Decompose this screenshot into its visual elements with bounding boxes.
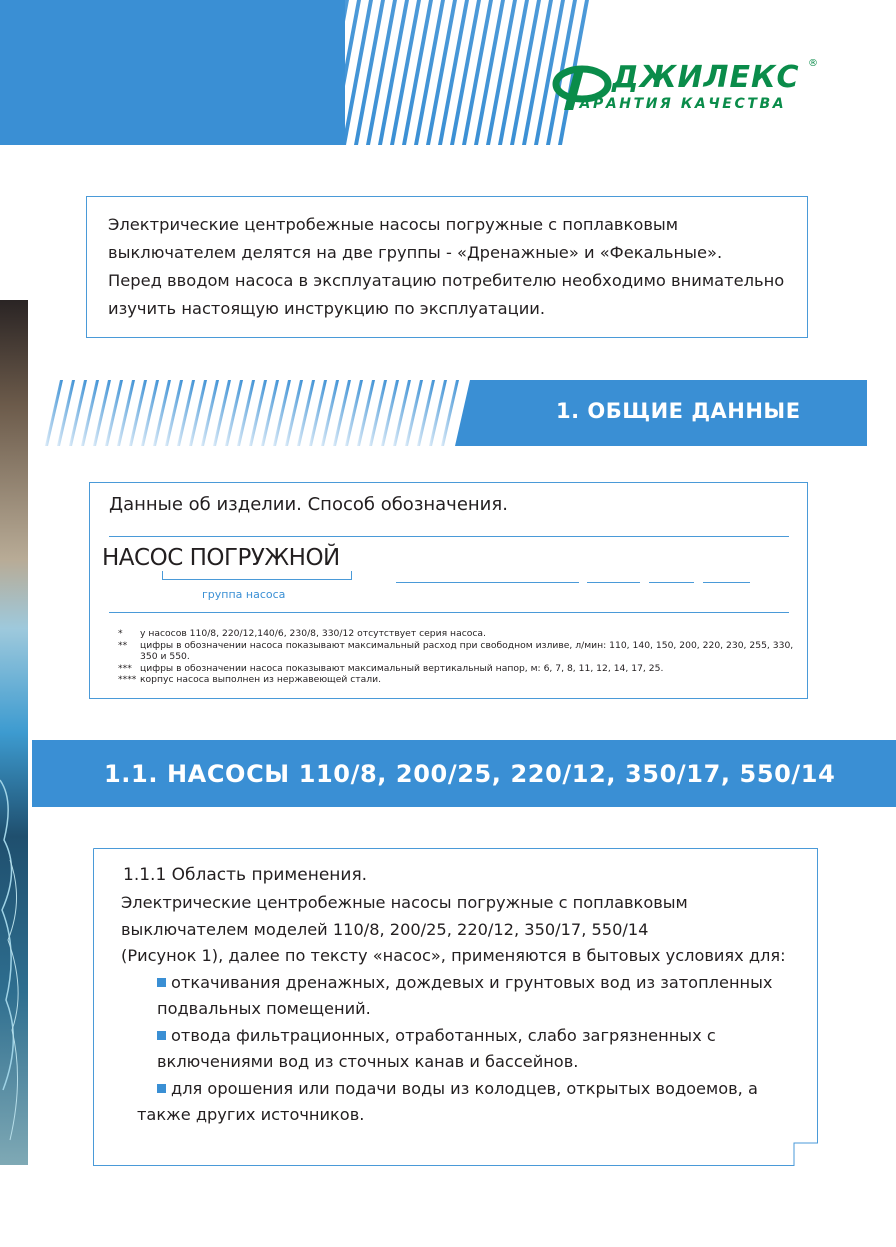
- bullet-continuation: включениями вод из сточных канав и бассейнов.: [157, 1052, 579, 1071]
- application-line: (Рисунок 1), далее по тексту «насос», применяются в бытовых условиях для:: [121, 946, 786, 965]
- brand-name: ДЖИЛЕКС: [612, 60, 800, 95]
- designation-slot: [396, 576, 579, 583]
- footnote: ** цифры в обозначении насоса показывают максимальный расход при свободном изливе, л/мин: 110, 140, 150, 200, 220, 230, 255, 330, 350 и 550.: [118, 639, 794, 662]
- section-stripes: [40, 380, 510, 446]
- designation-slot: [649, 576, 694, 583]
- application-heading: 1.1.1 Область применения.: [123, 865, 368, 885]
- footnote: **** корпус насоса выполнен из нержавеющей стали.: [118, 674, 382, 685]
- designation-label: НАСОС ПОГРУЖНОЙ: [102, 545, 340, 571]
- bullet-item: откачивания дренажных, дождевых и грунтовых вод из затопленных: [121, 970, 801, 997]
- intro-line: выключателем делятся на две группы - «Дренажные» и «Фекальные».: [108, 243, 723, 262]
- bullet-square-icon: [157, 1031, 166, 1040]
- footnotes: [118, 628, 798, 686]
- intro-line: Перед вводом насоса в эксплуатацию потребителю необходимо внимательно: [108, 271, 785, 290]
- divider: [109, 612, 789, 613]
- footnote: *** цифры в обозначении насоса показывают максимальный вертикальный напор, м: 6, 7, 8, 11, 12, 14, 17, 25.: [118, 662, 664, 674]
- designation-heading: Данные об изделии. Способ обозначения.: [109, 494, 508, 515]
- subsection-title: 1.1. НАСОСЫ 110/8, 200/25, 220/12, 350/17, 550/14: [104, 760, 836, 788]
- brand-tagline: ГАРАНТИЯ КАЧЕСТВА: [568, 96, 787, 112]
- intro-text: [108, 211, 798, 323]
- group-bracket: [162, 571, 352, 580]
- designation-slot: [703, 576, 750, 583]
- bullet-item: для орошения или подачи воды из колодцев, открытых водоемов, а: [121, 1076, 801, 1103]
- application-line: выключателем моделей 110/8, 200/25, 220/12, 350/17, 550/14: [121, 919, 649, 939]
- application-body: [121, 890, 801, 1129]
- designation-slot: [587, 576, 640, 583]
- bullet-square-icon: [157, 1084, 166, 1093]
- application-line: Электрические центробежные насосы погружные с поплавковым: [121, 893, 688, 912]
- bullet-continuation: подвальных помещений.: [157, 999, 371, 1018]
- bullet-square-icon: [157, 978, 166, 987]
- intro-line: Электрические центробежные насосы погружные с поплавковым: [108, 215, 679, 234]
- registered-mark: ®: [808, 58, 818, 69]
- group-label: группа насоса: [202, 588, 286, 601]
- header-band: [0, 0, 345, 145]
- bullet-item: отвода фильтрационных, отработанных, слабо загрязненных с: [121, 1023, 801, 1050]
- intro-line: изучить настоящую инструкцию по эксплуатации.: [108, 299, 546, 318]
- side-photo-image: [0, 300, 28, 1165]
- section-title: 1. ОБЩИЕ ДАННЫЕ: [556, 399, 801, 423]
- divider: [109, 536, 789, 537]
- footnote: * у насосов 110/8, 220/12,140/6, 230/8, 330/12 отсутствует серия насоса.: [118, 628, 486, 639]
- bullet-continuation: также других источников.: [137, 1105, 365, 1124]
